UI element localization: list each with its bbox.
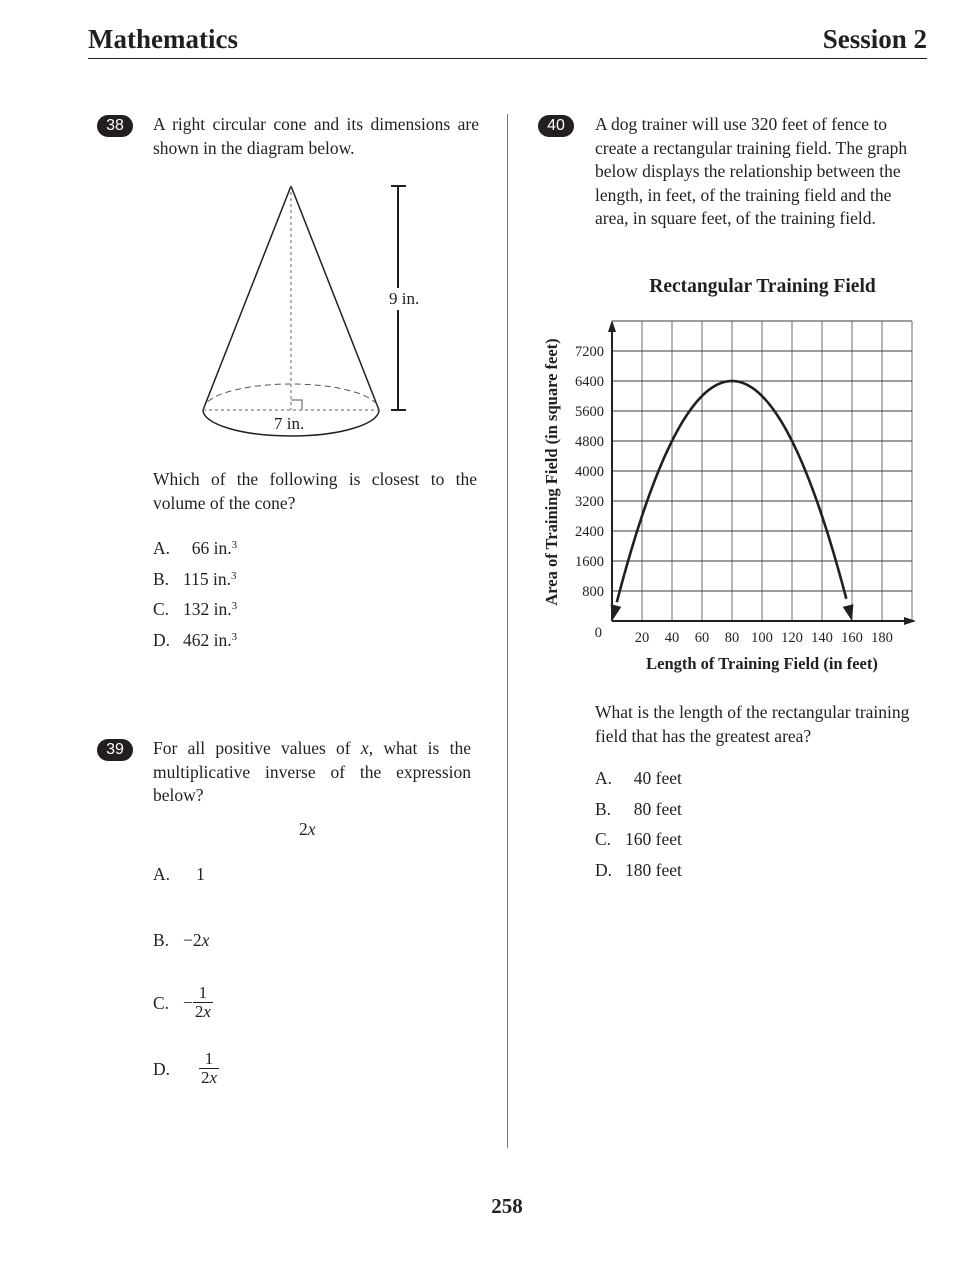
answer-option[interactable]: D. 180 feet bbox=[595, 860, 682, 880]
chart-grid bbox=[612, 321, 912, 621]
answer-option[interactable]: B. −2x bbox=[153, 930, 210, 950]
y-axis-label: Area of Training Field (in square feet) bbox=[542, 338, 561, 606]
answer-option[interactable]: C. − $\frac{1}{2x}$ bbox=[153, 983, 211, 1021]
column-divider bbox=[507, 114, 508, 1148]
session-title: Session 2 bbox=[822, 24, 927, 54]
chart-ticks bbox=[575, 344, 893, 646]
y-tick-label: 1600 bbox=[575, 554, 604, 570]
answer-option[interactable]: D. $\frac{1}{2x}$ bbox=[153, 1049, 218, 1087]
x-tick-label: 180 bbox=[871, 630, 893, 646]
x-tick-label: 60 bbox=[694, 630, 710, 646]
question-38-prompt: Which of the following is closest to the volume of the cone? bbox=[153, 469, 477, 513]
height-label: 9 in. bbox=[389, 289, 420, 308]
question-40-stem: A dog trainer will use 320 feet of fence to create a rectangular training field. The graph below displays the relationship between the length, in feet, of the training field and the area, in square feet, of the training field. bbox=[595, 114, 908, 228]
fraction: $\frac{1}{2x}$ bbox=[194, 983, 211, 1021]
y-tick-label: 4800 bbox=[575, 434, 604, 450]
origin-label: 0 bbox=[594, 625, 602, 641]
answer-option[interactable]: B. 115 in.$^3$ bbox=[153, 569, 237, 589]
fraction: $\frac{1}{2x}$ bbox=[201, 1049, 218, 1087]
question-38-stem: A right circular cone and its dimensions are shown in the diagram below. bbox=[153, 114, 479, 158]
chart-title: Rectangular Training Field bbox=[649, 276, 876, 297]
x-axis-arrow bbox=[904, 617, 916, 625]
question-number-badge: 38 bbox=[97, 115, 133, 137]
answer-option[interactable]: A. 40 feet bbox=[595, 768, 682, 788]
diameter-label: 7 in. bbox=[274, 414, 305, 433]
question-number-badge: 39 bbox=[97, 739, 133, 761]
y-tick-label: 7200 bbox=[575, 344, 604, 360]
x-tick-label: 80 bbox=[724, 630, 740, 646]
y-tick-label: 4000 bbox=[575, 464, 604, 480]
y-tick-label: 3200 bbox=[575, 494, 604, 510]
cone-diagram bbox=[195, 180, 435, 440]
x-tick-label: 100 bbox=[751, 630, 773, 646]
x-tick-label: 160 bbox=[841, 630, 863, 646]
answer-option[interactable]: C. 160 feet bbox=[595, 829, 682, 849]
subject-title: Mathematics bbox=[88, 24, 238, 54]
area-chart bbox=[530, 310, 930, 680]
answer-option[interactable]: A. 1 bbox=[153, 864, 205, 884]
y-tick-label: 5600 bbox=[575, 404, 604, 420]
x-tick-label: 40 bbox=[664, 630, 680, 646]
right-curve-arrow bbox=[843, 604, 854, 621]
left-curve-arrow bbox=[611, 604, 622, 621]
expression: 2x bbox=[299, 819, 316, 839]
x-axis-label: Length of Training Field (in feet) bbox=[646, 654, 878, 673]
answer-option[interactable]: A. 66 in.$^3$ bbox=[153, 538, 238, 558]
right-angle-mark bbox=[291, 400, 302, 410]
cone-right-edge bbox=[291, 186, 379, 410]
header-rule bbox=[88, 58, 927, 59]
y-tick-label: 6400 bbox=[575, 374, 604, 390]
y-tick-label: 2400 bbox=[575, 524, 604, 540]
x-tick-label: 140 bbox=[811, 630, 833, 646]
answer-option[interactable]: C. 132 in.$^3$ bbox=[153, 599, 238, 619]
answer-option[interactable]: D. 462 in.$^3$ bbox=[153, 630, 238, 650]
question-39-stem: For all positive values of x, what is the multiplicative inverse of the expression below? bbox=[153, 738, 471, 805]
page-number: 258 bbox=[491, 1194, 523, 1218]
question-number-badge: 40 bbox=[538, 115, 574, 137]
x-tick-label: 120 bbox=[781, 630, 803, 646]
y-axis-arrow bbox=[608, 320, 616, 332]
y-tick-label: 800 bbox=[582, 584, 604, 600]
answer-option[interactable]: B. 80 feet bbox=[595, 799, 682, 819]
question-40-prompt: What is the length of the rectangular training field that has the greatest area? bbox=[595, 702, 910, 746]
x-tick-label: 20 bbox=[634, 630, 650, 646]
cone-left-edge bbox=[203, 186, 291, 410]
